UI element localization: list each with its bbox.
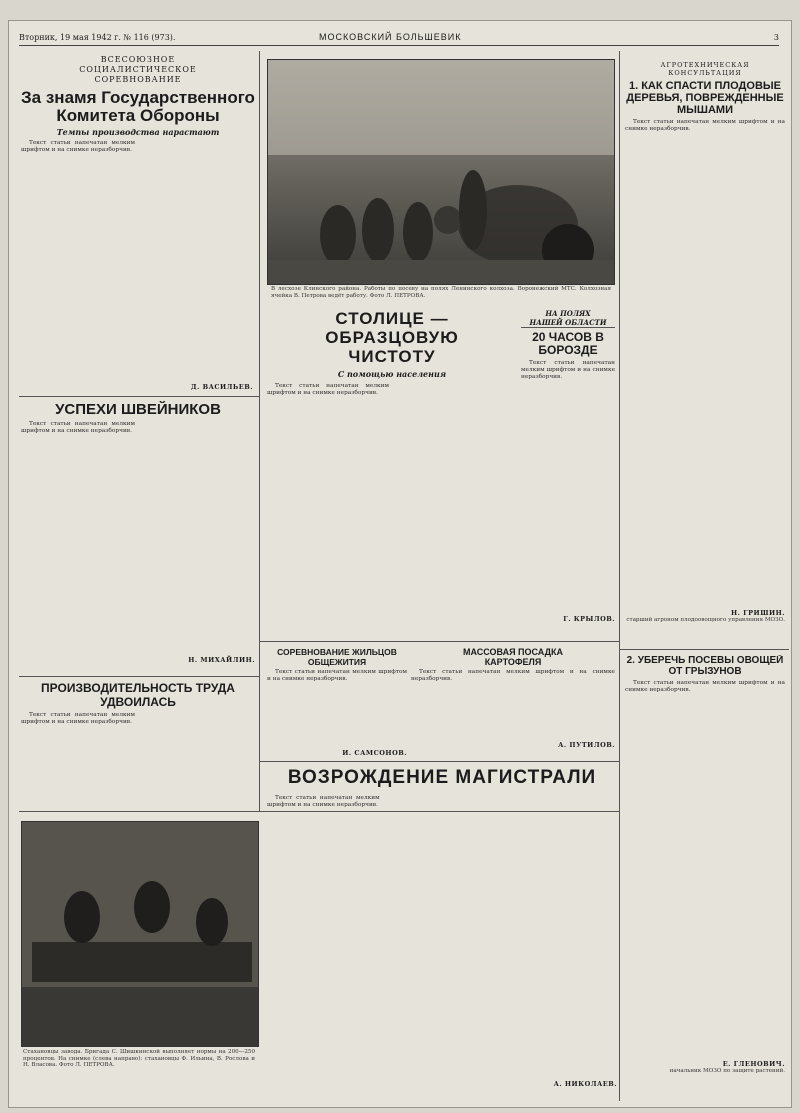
tractor-photo [267,59,615,285]
article-body: Текст статьи напечатан мелким шрифтом и на снимке неразборчив. [267,669,407,683]
article-dormitory [267,647,407,759]
column-rule [619,51,620,1101]
article-author: Н. МИХАЙЛИН. [188,656,255,664]
article-author: Е. ГЛЕНОВИЧ. [722,1060,785,1068]
article-headline: ВОЗРОЖДЕНИЕ МАГИСТРАЛИ [287,767,597,788]
article-headline: МАССОВАЯ ПОСАДКА КАРТОФЕЛЯ [462,647,564,667]
article-productivity [21,681,255,809]
photo-caption: Стахановцы завода. Бригада С. Шишкинской выполняет нормы на 200—250 процентов. На снимке (слева направо): стахановцы Ф. Ильина, В. Рослова и Н. Власова. Фото Л. ПЕТРОВА. [23,1049,255,1069]
article-body: Текст статьи напечатан мелким шрифтом и на снимке неразборчив. [21,712,135,726]
section-rule [259,761,619,762]
author-title: старший агроном плодоовощного управления МОЗО. [626,617,785,623]
section-kicker-2: НАШЕЙ ОБЛАСТИ [521,318,615,328]
article-headline: 2. УБЕРЕЧЬ ПОСЕВЫ ОВОЩЕЙ ОТ ГРЫЗУНОВ [626,655,784,677]
article-fruit-trees [625,61,785,646]
photo-scene-icon [268,60,614,284]
article-author: Г. КРЫЛОВ. [563,615,615,623]
author-title: начальник МОЗО по защите растений. [669,1068,785,1074]
article-body: Текст статьи напечатан мелким шрифтом и на снимке неразборчив. [521,360,615,381]
article-furrow [521,309,615,639]
masthead-line [19,31,779,46]
section-kicker: НА ПОЛЯХ [545,309,591,318]
article-author: Н. ГРИШИН. [731,609,785,617]
article-headline: За знамя Государственного Комитета Обороны [21,88,255,125]
article-headline: 20 ЧАСОВ В БОРОЗДЕ [532,330,604,357]
article-subhead: С помощью населения [337,369,447,379]
article-body: Текст статьи напечатан мелким шрифтом и на снимке неразборчив. [625,119,785,133]
article-headline: 1. КАК СПАСТИ ПЛОДОВЫЕ ДЕРЕВЬЯ, ПОВРЕЖДЕННЫЕ МЫШАМИ [626,80,784,116]
article-subhead: Темпы производства нарастают [56,127,220,137]
newspaper-title: МОСКОВСКИЙ БОЛЬШЕВИК [319,32,462,42]
section-rule [19,676,259,677]
article-body: Текст статьи напечатан мелким шрифтом и на снимке неразборчив. [267,383,389,397]
page-number: 3 [773,33,779,42]
article-clean-city [267,309,517,639]
article-garment-workers [21,401,255,673]
article-body: Текст статьи напечатан мелким шрифтом и на снимке неразборчив. [267,795,380,809]
section-rule [19,396,259,397]
article-competition [21,55,255,393]
column-rule [259,51,260,811]
article-potato [411,647,615,759]
article-rodents [625,655,785,1101]
article-author: А. ПУТИЛОВ. [558,741,615,749]
article-author: Д. ВАСИЛЬЕВ. [190,383,253,391]
photo-scene-icon [22,822,258,1046]
photo-caption: В лесхозе Клинского района. Работы по посеву на полях Ленинского колхоза. Воронежский МТС. Колхозная ячейка В. Петрова ведёт работу. Фото Л. ПЕТРОВА. [271,286,611,299]
newspaper-page [8,20,792,1108]
section-rule [619,649,789,650]
article-body: Текст статьи напечатан мелким шрифтом и на снимке неразборчив. [21,421,135,435]
article-body: Текст статьи напечатан мелким шрифтом и на снимке неразборчив. [411,669,615,683]
issue-date: Вторник, 19 мая 1942 г. № 116 (973). [19,33,176,42]
article-kicker: ВСЕСОЮЗНОЕ СОЦИАЛИСТИЧЕСКОЕ СОРЕВНОВАНИЕ [79,55,197,84]
article-headline: СТОЛИЦЕ — ОБРАЗЦОВУЮ ЧИСТОТУ [325,309,459,366]
section-rule [259,641,619,642]
article-author: А. НИКОЛАЕВ. [553,1080,617,1088]
factory-photo [21,821,259,1047]
article-author: И. САМСОНОВ. [342,749,407,757]
article-headline: СОРЕВНОВАНИЕ ЖИЛЬЦОВ ОБЩЕЖИТИЯ [277,647,397,667]
article-headline: УСПЕХИ ШВЕЙНИКОВ [55,401,221,418]
article-highway-revival [267,767,617,1099]
article-body: Текст статьи напечатан мелким шрифтом и на снимке неразборчив. [21,140,135,154]
article-body: Текст статьи напечатан мелким шрифтом и на снимке неразборчив. [625,680,785,694]
article-kicker: АГРОТЕХНИЧЕСКАЯ КОНСУЛЬТАЦИЯ [660,61,750,77]
article-headline: ПРОИЗВОДИТЕЛЬНОСТЬ ТРУДА УДВОИЛАСЬ [41,681,235,709]
